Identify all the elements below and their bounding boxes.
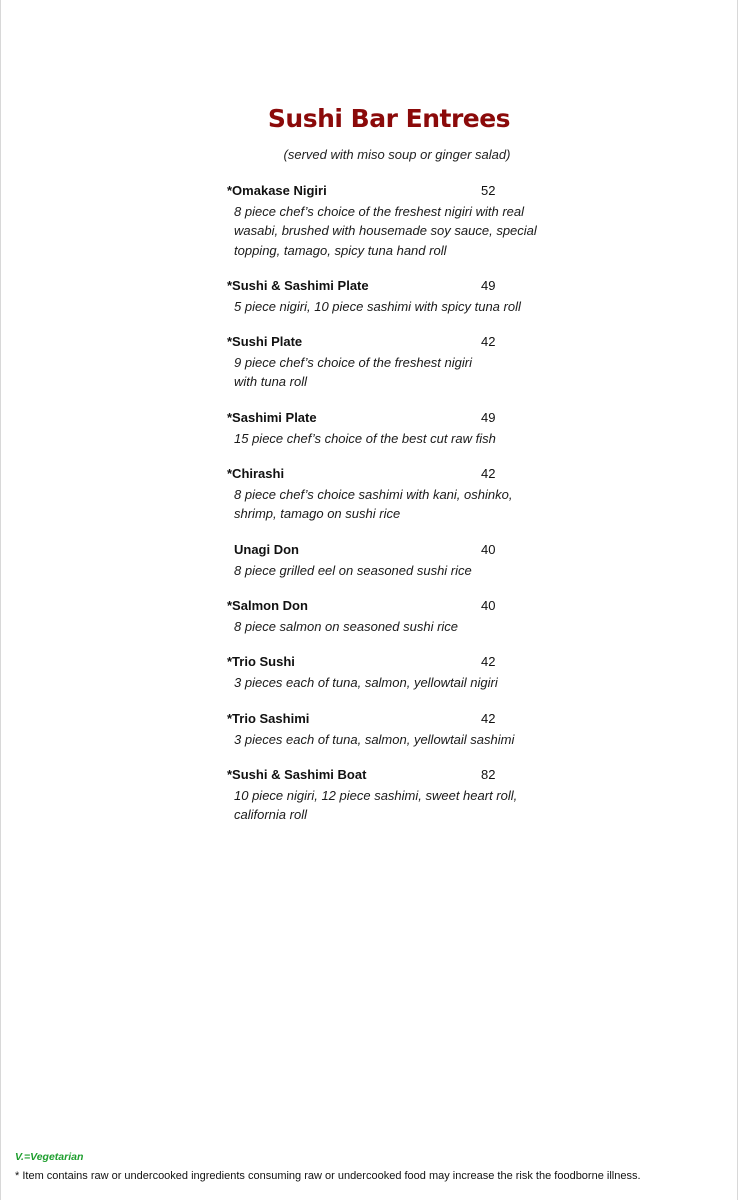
vegetarian-legend: V.=Vegetarian bbox=[15, 1151, 84, 1163]
item-description-line: 8 piece chef’s choice of the freshest nigiri with real bbox=[234, 204, 525, 219]
item-description bbox=[227, 786, 552, 825]
item-price: 49 bbox=[481, 409, 496, 425]
item-price: 42 bbox=[481, 466, 496, 482]
item-description-line: 9 piece chef’s choice of the freshest nigiri bbox=[234, 355, 472, 371]
item-header bbox=[227, 466, 557, 485]
menu-subtitle: (served with miso soup or ginger salad) bbox=[283, 147, 511, 162]
menu-item bbox=[227, 183, 557, 260]
item-price: 52 bbox=[481, 183, 496, 198]
item-description-line: 3 pieces each of tuna, salmon, yellowtail sashimi bbox=[234, 731, 515, 747]
item-name: *Trio Sashimi bbox=[227, 710, 310, 726]
item-header bbox=[227, 542, 557, 561]
menu-item bbox=[227, 278, 557, 316]
item-name: *Chirashi bbox=[227, 466, 285, 482]
item-description-line: 3 pieces each of tuna, salmon, yellowtail nigiri bbox=[234, 675, 498, 691]
item-description-line: 5 piece nigiri, 10 piece sashimi with spicy tuna roll bbox=[234, 298, 521, 314]
menu-list bbox=[227, 183, 557, 824]
item-description-line: california roll bbox=[234, 807, 307, 823]
item-description-line: 10 piece nigiri, 12 piece sashimi, sweet heart roll, bbox=[234, 787, 518, 803]
menu-item bbox=[227, 410, 557, 448]
item-name: Unagi Don bbox=[234, 541, 299, 557]
item-description-line: 8 piece salmon on seasoned sushi rice bbox=[234, 618, 459, 634]
item-price: 42 bbox=[481, 654, 496, 670]
item-name: *Omakase Nigiri bbox=[227, 183, 327, 198]
item-description bbox=[227, 561, 552, 580]
menu-item bbox=[227, 711, 557, 749]
item-description bbox=[227, 353, 552, 392]
item-header bbox=[227, 711, 557, 730]
item-description bbox=[227, 429, 552, 448]
item-description-line: topping, tamago, spicy tuna hand roll bbox=[234, 242, 447, 258]
item-description-line: shrimp, tamago on sushi rice bbox=[234, 506, 401, 522]
menu-item bbox=[227, 767, 557, 825]
item-description bbox=[227, 730, 552, 749]
item-header bbox=[227, 767, 557, 786]
item-price: 49 bbox=[481, 277, 496, 293]
item-name: *Salmon Don bbox=[227, 597, 308, 613]
raw-food-disclaimer: * Item contains raw or undercooked ingredients consuming raw or undercooked food may increase the risk the foodborne illness. bbox=[15, 1170, 641, 1182]
menu-item bbox=[227, 598, 557, 636]
item-description-line: with tuna roll bbox=[234, 374, 307, 390]
menu-item bbox=[227, 466, 557, 524]
item-name: *Sashimi Plate bbox=[227, 409, 317, 425]
item-description bbox=[227, 617, 552, 636]
item-header bbox=[227, 334, 557, 353]
item-description bbox=[227, 485, 552, 524]
item-header bbox=[227, 410, 557, 429]
item-description-line: 8 piece chef’s choice sashimi with kani, oshinko, bbox=[234, 487, 513, 503]
item-price: 40 bbox=[481, 597, 496, 613]
item-header bbox=[227, 278, 557, 297]
item-description bbox=[227, 202, 552, 260]
menu-item bbox=[227, 334, 557, 392]
item-price: 40 bbox=[481, 541, 496, 557]
item-header bbox=[227, 654, 557, 673]
item-name: *Sushi & Sashimi Plate bbox=[227, 277, 369, 293]
item-name: *Sushi Plate bbox=[227, 334, 303, 350]
item-description-line: 15 piece chef’s choice of the best cut raw fish bbox=[234, 430, 496, 446]
item-price: 42 bbox=[481, 710, 496, 726]
item-description bbox=[227, 673, 552, 692]
page-border-left bbox=[0, 0, 1, 1200]
item-header bbox=[227, 183, 557, 202]
item-name: *Sushi & Sashimi Boat bbox=[227, 766, 367, 782]
item-price: 82 bbox=[481, 766, 496, 782]
item-description-line: wasabi, brushed with housemade soy sauce, special bbox=[234, 223, 537, 239]
item-description-line: 8 piece grilled eel on seasoned sushi rice bbox=[234, 562, 472, 578]
item-price: 42 bbox=[481, 334, 496, 350]
menu-item bbox=[227, 542, 557, 580]
item-name: *Trio Sushi bbox=[227, 654, 295, 670]
item-description bbox=[227, 297, 552, 316]
item-header bbox=[227, 598, 557, 617]
menu-item bbox=[227, 654, 557, 692]
menu-title: Sushi Bar Entrees bbox=[267, 104, 511, 133]
